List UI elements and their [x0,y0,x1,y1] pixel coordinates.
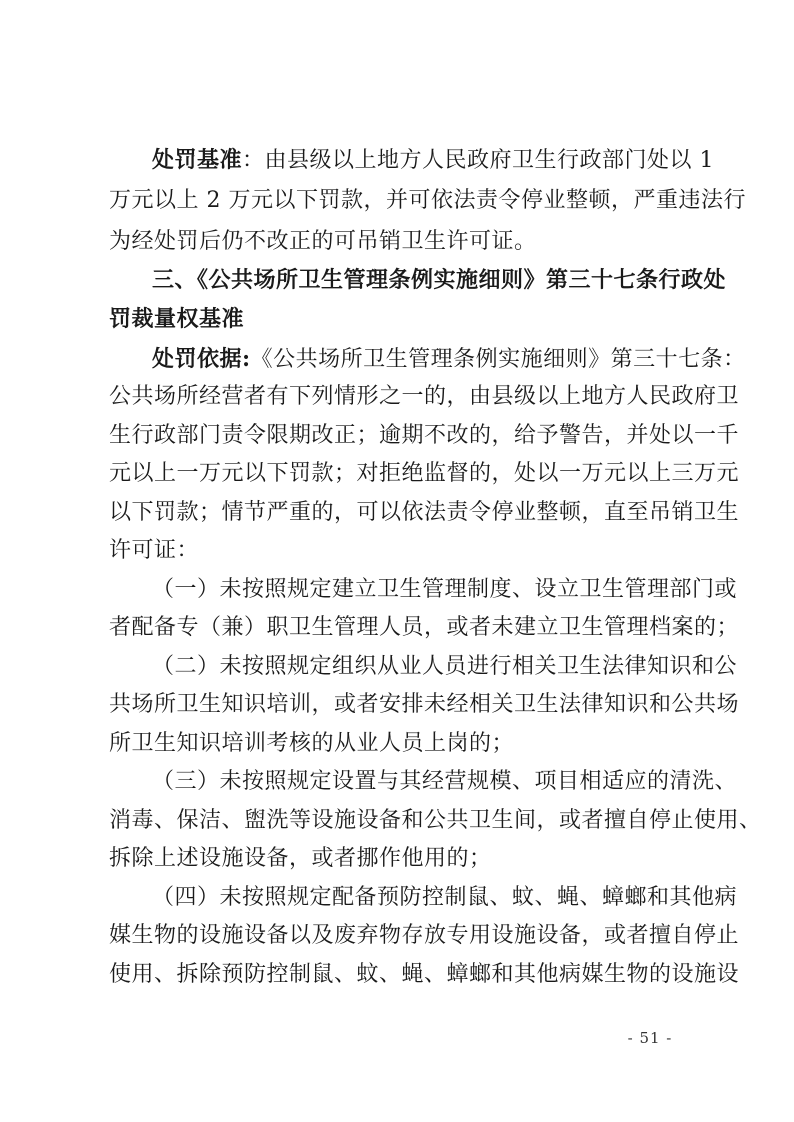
penalty-standard-label: 处罚基准 [152,147,243,173]
section-heading-line-2: 罚裁量权基准 [109,306,245,332]
penalty-standard-line-2: 万元以上 2 万元以下罚款，并可依法责令停业整顿，严重违法行 [109,188,746,213]
penalty-basis-text: 《公共场所卫生管理条例实施细则》第三十七条： [250,347,746,372]
item-4-line-1: （四）未按照规定配备预防控制鼠、蚊、蝇、蟑螂和其他病 [152,885,738,910]
item-3-line-3: 拆除上述设施设备，或者挪作他用的； [109,846,492,871]
item-3-line-1: （三）未按照规定设置与其经营规模、项目相适应的清洗、 [152,769,738,794]
penalty-basis-line-1 [152,345,746,375]
penalty-standard-line-3: 为经处罚后仍不改正的可吊销卫生许可证。 [109,229,537,254]
page-number: - 51 - [627,1029,673,1047]
penalty-basis-line-4: 元以上一万元以下罚款；对拒绝监督的，处以一万元以上三万元 [109,461,740,486]
penalty-basis-line-6: 许可证： [109,538,200,563]
section-heading-line-1: 三、《公共场所卫生管理条例实施细则》第三十七条行政处 [152,267,727,293]
item-1-line-2: 者配备专（兼）职卫生管理人员，或者未建立卫生管理档案的； [109,615,740,640]
penalty-standard-text: ：由县级以上地方人民政府卫生行政部门处以 1 [242,148,715,173]
penalty-basis-line-5: 以下罚款；情节严重的，可以依法责令停业整顿，直至吊销卫生 [109,500,740,525]
penalty-standard-line-1 [152,146,715,176]
penalty-basis-line-3: 生行政部门责令限期改正；逾期不改的，给予警告，并处以一千 [109,423,740,448]
item-2-line-3: 所卫生知识培训考核的从业人员上岗的； [109,731,515,756]
item-3-line-2: 消毒、保洁、盥洗等设施设备和公共卫生间，或者擅自停止使用、 [109,808,762,833]
penalty-basis-line-2: 公共场所经营者有下列情形之一的，由县级以上地方人民政府卫 [109,384,740,409]
item-2-line-1: （二）未按照规定组织从业人员进行相关卫生法律知识和公 [152,654,738,679]
item-4-line-3: 使用、拆除预防控制鼠、蚊、蝇、蟑螂和其他病媒生物的设施设 [109,962,740,987]
item-4-line-2: 媒生物的设施设备以及废弃物存放专用设施设备，或者擅自停止 [109,923,740,948]
penalty-basis-label: 处罚依据: [152,346,251,372]
item-1-line-1: （一）未按照规定建立卫生管理制度、设立卫生管理部门或 [152,577,738,602]
item-2-line-2: 共场所卫生知识培训，或者安排未经相关卫生法律知识和公共场 [109,692,740,717]
